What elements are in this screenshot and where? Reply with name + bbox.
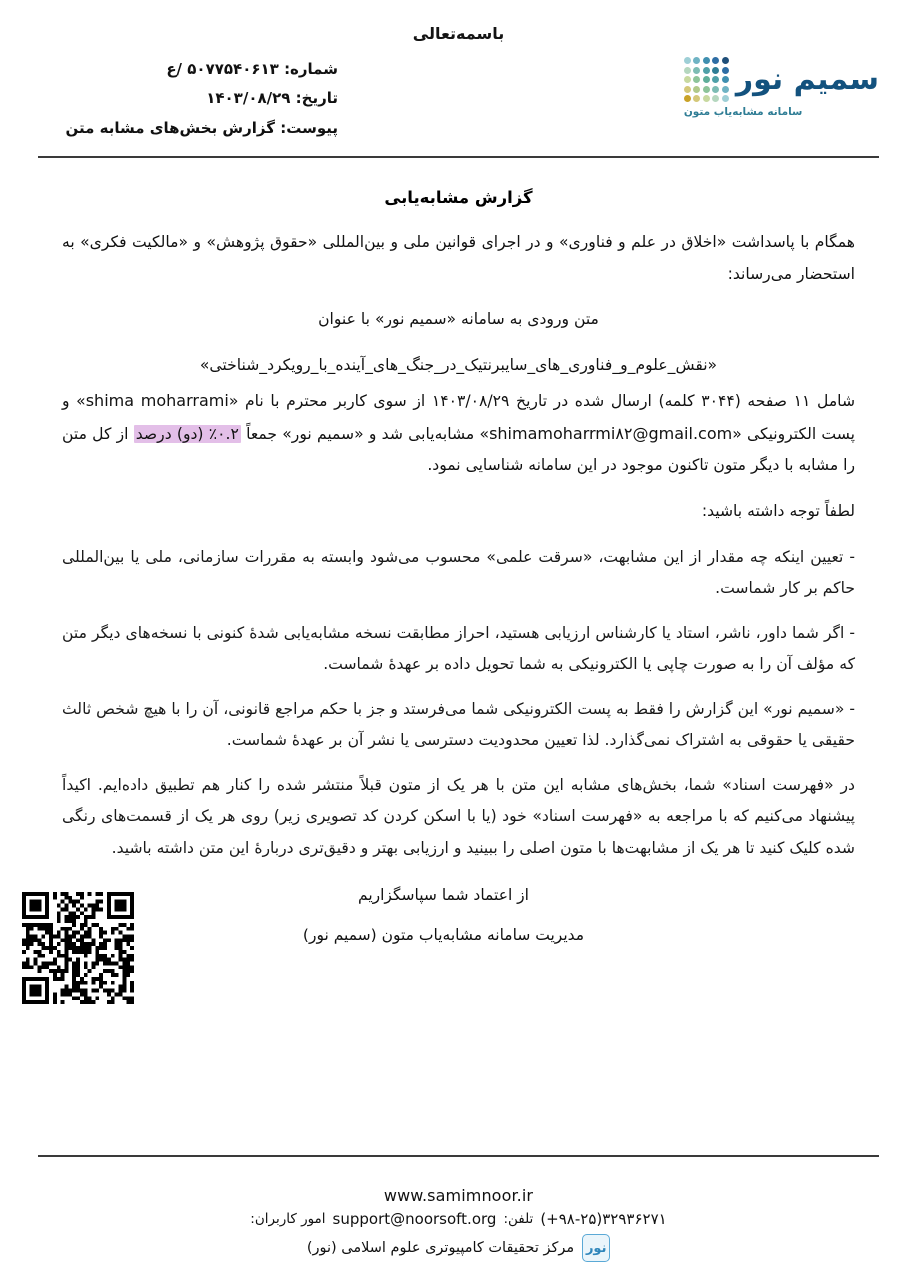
meta-date-label: تاریخ: xyxy=(295,89,338,108)
closing-instructions-paragraph: در «فهرست اسناد» شما، بخش‌های مشابه این متن با هر یک از متون قبلاً منتشر شده را کنار هم تطبیق داده‌ایم. اکیداً پیشنهاد می‌کنیم که با مراجعه به «فهرست اسناد» خود (یا با اسکن کردن کد تصویری زیر) روی هر یک از قسمت‌های رنگی شده کلیک کنید تا هر یک از مشابهت‌ها با متون اصلی را ببینید و ارزیابی بهتر و دقیق‌تری دربارۀ این متن داشته باشید. xyxy=(62,775,855,857)
stats-text-3: » مشابه‌یابی شد و «سمیم نور» جمعاً xyxy=(240,424,490,443)
footer-divider xyxy=(38,1155,879,1157)
document-body xyxy=(0,158,917,864)
logo-wordmark: سمیم نور xyxy=(735,61,879,97)
logo-dot-matrix-icon xyxy=(684,57,729,102)
footer-phone-label: تلفن: xyxy=(503,1211,534,1227)
submission-stats-paragraph xyxy=(62,385,855,482)
document-header xyxy=(0,0,917,150)
user-name: shima moharrami xyxy=(85,391,229,411)
signature-area xyxy=(0,886,917,1026)
qr-code[interactable] xyxy=(18,888,138,1008)
note-bullet-2: - اگر شما داور، ناشر، استاد یا کارشناس ارزیابی هستید، احراز مطابقت نسخه مشابه‌یابی شدۀ کنونی با نسخه‌های دیگر متن که مؤلف آن را به صورت چاپی یا الکترونیکی به شما تحویل داده بر عهدۀ شماست. xyxy=(62,623,855,674)
user-email: shimamoharrmi۸۲@gmail.com xyxy=(489,423,733,443)
meta-date-line xyxy=(38,84,338,113)
document-meta xyxy=(38,55,344,143)
document-footer xyxy=(0,1186,917,1262)
meta-date-value: ۱۴۰۳/۰۸/۲۹ xyxy=(206,89,291,108)
footer-org-name: مرکز تحقیقات کامپیوتری علوم اسلامی (نور) xyxy=(306,1240,575,1256)
logo-subtitle: سامانه مشابه‌یاب متون xyxy=(683,106,803,118)
meta-attachment-label: پیوست: xyxy=(280,118,338,137)
signature-text xyxy=(62,886,855,944)
footer-organization xyxy=(0,1234,917,1262)
note-bullet-1: - تعیین اینکه چه مقدار از این مشابهت، «سرقت علمی» محسوب می‌شود وابسته به مقررات سازمانی، ملی یا بین‌المللی حاکم بر کار شماست. xyxy=(62,547,855,598)
page-title: گزارش مشابه‌یابی xyxy=(384,188,533,207)
meta-number-label: شماره: xyxy=(284,60,338,78)
signature-org: مدیریت سامانه مشابه‌یاب متون (سمیم نور) xyxy=(302,926,585,945)
footer-support-label: امور کاربران: xyxy=(250,1211,326,1227)
similarity-percentage-highlight: ۰.۲٪ (دو) درصد xyxy=(135,424,239,443)
attention-label: لطفاً توجه داشته باشید: xyxy=(701,502,855,521)
meta-number-value: ۵۰۷۷۵۴۰۶۱۳ /ع xyxy=(166,60,279,78)
meta-attachment-line xyxy=(38,114,338,143)
signature-thanks: از اعتماد شما سپاسگزاریم xyxy=(358,886,529,905)
footer-contact-line xyxy=(0,1210,917,1228)
basmaleh-text: باسمه‌تعالی xyxy=(412,24,505,43)
footer-phone-value: (+۹۸-۲۵)۳۲۹۳۶۲۷۱ xyxy=(540,1210,667,1228)
stats-text-1: شامل ۱۱ صفحه (۳۰۴۴ کلمه) ارسال شده در تاریخ ۱۴۰۳/۰۸/۲۹ از سوی کاربر محترم با نام « xyxy=(228,392,856,411)
intro-paragraph-2: متن ورودی به سامانه «سمیم نور» با عنوان xyxy=(318,310,599,329)
footer-support-email[interactable]: support@noorsoft.org xyxy=(332,1210,497,1228)
footer-website[interactable]: www.samimnoor.ir xyxy=(383,1186,534,1205)
stats-text-4: از کل متن را مشابه با دیگر متون تاکنون موجود در این سامانه شناسایی نمود. xyxy=(62,424,855,475)
samimnoor-logo xyxy=(670,55,879,118)
note-bullet-3: - «سمیم نور» این گزارش را فقط به پست الکترونیکی شما می‌فرستد و جز با حکم مراجع قانونی، آن را با هیچ شخص ثالث حقیقی یا حقوقی به اشتراک نمی‌گذارد. لذا تعیین محدودیت دسترسی یا نشر آن بر عهدۀ شماست. xyxy=(62,699,855,750)
stats-text-2: » و پست الکترونیکی « xyxy=(62,392,855,443)
noor-logo-icon: نور xyxy=(582,1234,610,1262)
submitted-document-title: «نقش_علوم_و_فناوری_های_سایبرنتیک_در_جنگ_های_آینده_با_رویکرد_شناختی» xyxy=(199,355,718,374)
meta-attachment-value: گزارش بخش‌های مشابه متن xyxy=(65,118,275,137)
meta-number-line xyxy=(38,55,338,84)
intro-paragraph-1: همگام با پاسداشت «اخلاق در علم و فناوری» و در اجرای قوانین ملی و بین‌المللی «حقوق پژوهش» و «مالکیت فکری» به استحضار می‌رساند: xyxy=(62,233,855,283)
